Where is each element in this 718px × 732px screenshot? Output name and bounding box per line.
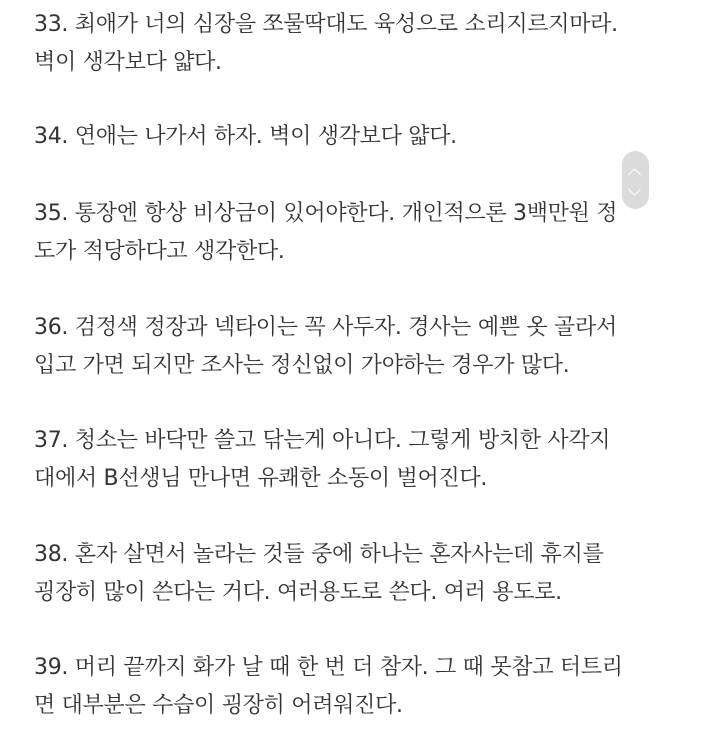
list-item-line: 벽이 생각보다 얇다.: [34, 50, 222, 75]
list-item: [34, 649, 623, 725]
list-item-line: 대에서 B선생님 만나면 유쾌한 소동이 벌어진다.: [34, 466, 488, 491]
list-item-line: 굉장히 많이 쓴다는 거다. 여러용도로 쓴다. 여러 용도로.: [34, 580, 562, 605]
list-item: [34, 422, 610, 498]
list-item-line: 38. 혼자 살면서 놀라는 것들 중에 하나는 혼자사는데 휴지를: [34, 542, 604, 567]
list-item-line: 39. 머리 끝까지 화가 날 때 한 번 더 참자. 그 때 못참고 터트리: [34, 655, 623, 680]
chevron-down-icon[interactable]: [628, 183, 641, 196]
list-item-line: 33. 최애가 너의 심장을 쪼물딱대도 육성으로 소리지르지마라.: [34, 12, 618, 37]
list-item: [34, 195, 617, 271]
list-item-line: 입고 가면 되지만 조사는 정신없이 가야하는 경우가 많다.: [34, 353, 570, 378]
list-item: [34, 6, 618, 82]
list-item-line: 36. 검정색 정장과 넥타이는 꼭 사두자. 경사는 예쁜 옷 골라서: [34, 315, 617, 340]
list-item-line: 35. 통장엔 항상 비상금이 있어야한다. 개인적으론 3백만원 정: [34, 201, 618, 226]
chevron-up-icon[interactable]: [628, 168, 641, 181]
scroll-control[interactable]: [622, 151, 649, 209]
list-item-line: 면 대부분은 수습이 굉장히 어려워진다.: [34, 693, 403, 718]
list-item: [34, 309, 617, 385]
list-item: [34, 118, 457, 156]
list-item-line: 37. 청소는 바닥만 쓸고 닦는게 아니다. 그렇게 방치한 사각지: [34, 428, 611, 453]
list-item-line: 34. 연애는 나가서 하자. 벽이 생각보다 얇다.: [34, 124, 457, 149]
list-item-line: 도가 적당하다고 생각한다.: [34, 239, 285, 264]
list-item: [34, 536, 604, 612]
